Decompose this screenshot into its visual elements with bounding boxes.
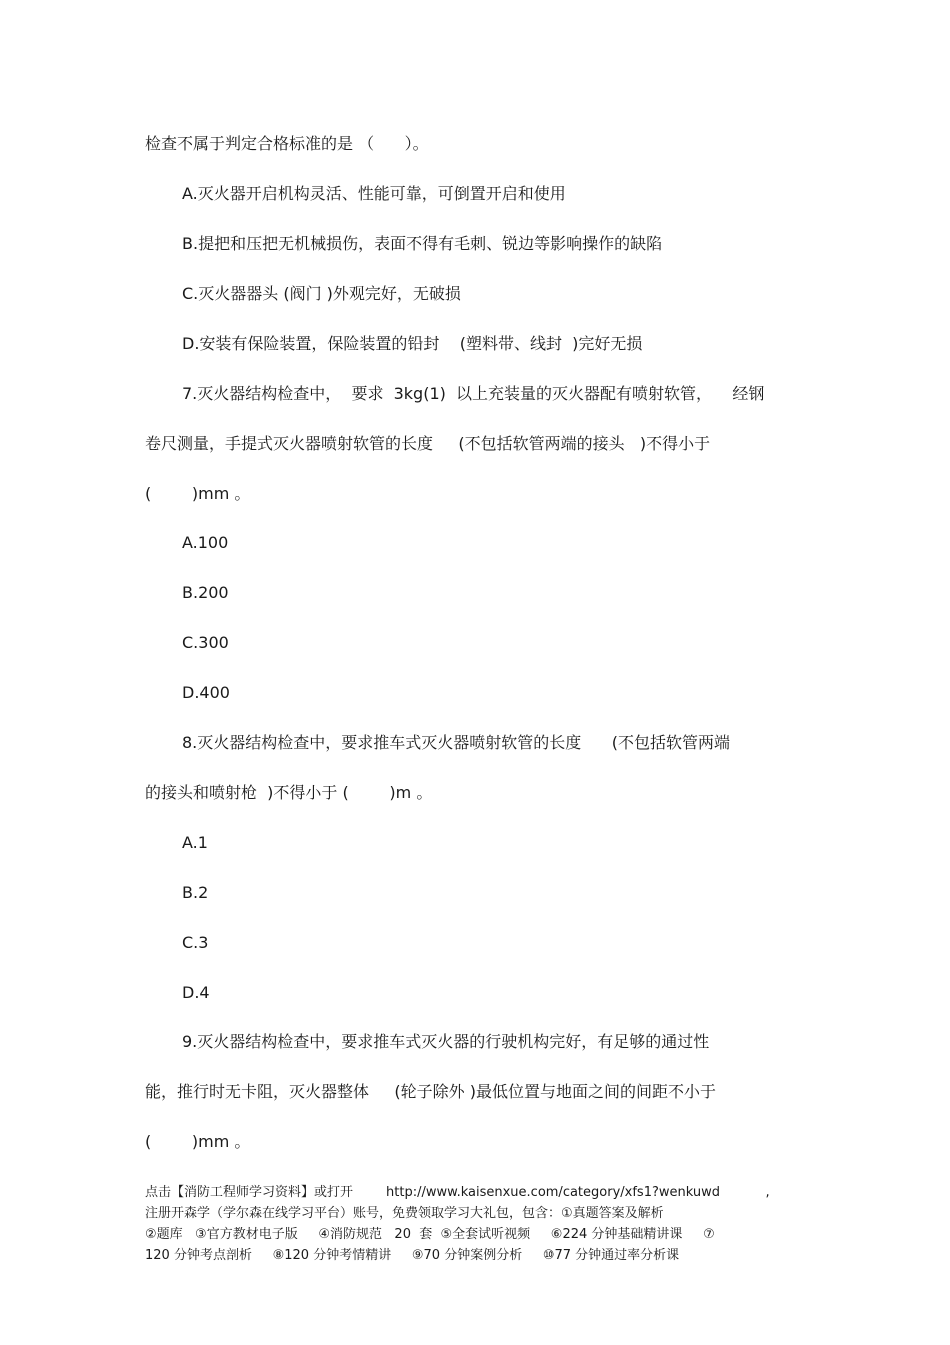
question-9-stem-line1: 9.灭火器结构检查中，要求推车式灭火器的行驶机构完好，有足够的通过性 — [182, 1032, 710, 1051]
question-7-stem-line2: 卷尺测量，手提式灭火器喷射软管的长度 (不包括软管两端的接头 )不得小于 — [145, 434, 711, 453]
q7-option-d: D.400 — [182, 683, 230, 702]
q6-option-a: A.灭火器开启机构灵活、性能可靠，可倒置开启和使用 — [182, 184, 566, 203]
q8-option-b: B.2 — [182, 883, 209, 902]
q8-option-d: D.4 — [182, 983, 210, 1002]
question-8-stem-line2: 的接头和喷射枪 )不得小于 ( )m 。 — [145, 783, 433, 802]
promo-footer-line-2: 注册开森学（学尔森在线学习平台）账号，免费领取学习大礼包，包含：①真题答案及解析 — [145, 1206, 664, 1221]
question-9-stem-line2: 能，推行时无卡阻，灭火器整体 (轮子除外 )最低位置与地面之间的间距不小于 — [145, 1082, 717, 1101]
q8-option-c: C.3 — [182, 933, 209, 952]
q6-option-b: B.提把和压把无机械损伤，表面不得有毛刺、锐边等影响操作的缺陷 — [182, 234, 663, 253]
question-6-stem-end: 检查不属于判定合格标准的是 （ ）。 — [145, 134, 429, 153]
q6-option-d: D.安装有保险装置，保险装置的铅封 (塑料带、线封 )完好无损 — [182, 334, 643, 353]
q7-option-c: C.300 — [182, 633, 229, 652]
question-9-stem-line3: ( )mm 。 — [145, 1132, 251, 1151]
promo-footer — [145, 1182, 815, 1266]
q7-option-b: B.200 — [182, 583, 229, 602]
q7-option-a: A.100 — [182, 533, 229, 552]
question-7-stem-line1: 7.灭火器结构检查中， 要求 3kg(1) 以上充装量的灭火器配有喷射软管， 经钢 — [182, 384, 765, 403]
question-8-stem-line1: 8.灭火器结构检查中，要求推车式灭火器喷射软管的长度 (不包括软管两端 — [182, 733, 731, 752]
promo-footer-line-4: 120 分钟考点剖析 ⑧120 分钟考情精讲 ⑨70 分钟案例分析 ⑩77 分钟通过率分析课 — [145, 1248, 680, 1263]
q6-option-c: C.灭火器器头 (阀门 )外观完好，无破损 — [182, 284, 461, 303]
promo-footer-line-3: ②题库 ③官方教材电子版 ④消防规范 20 套 ⑤全套试听视频 ⑥224 分钟基础精讲课 ⑦ — [145, 1227, 715, 1242]
promo-footer-line-1[interactable]: 点击【消防工程师学习资料】或打开 http://www.kaisenxue.com/category/xfs1?wenkuwd , — [145, 1185, 770, 1200]
question-7-stem-line3: ( )mm 。 — [145, 484, 251, 503]
q8-option-a: A.1 — [182, 833, 208, 852]
